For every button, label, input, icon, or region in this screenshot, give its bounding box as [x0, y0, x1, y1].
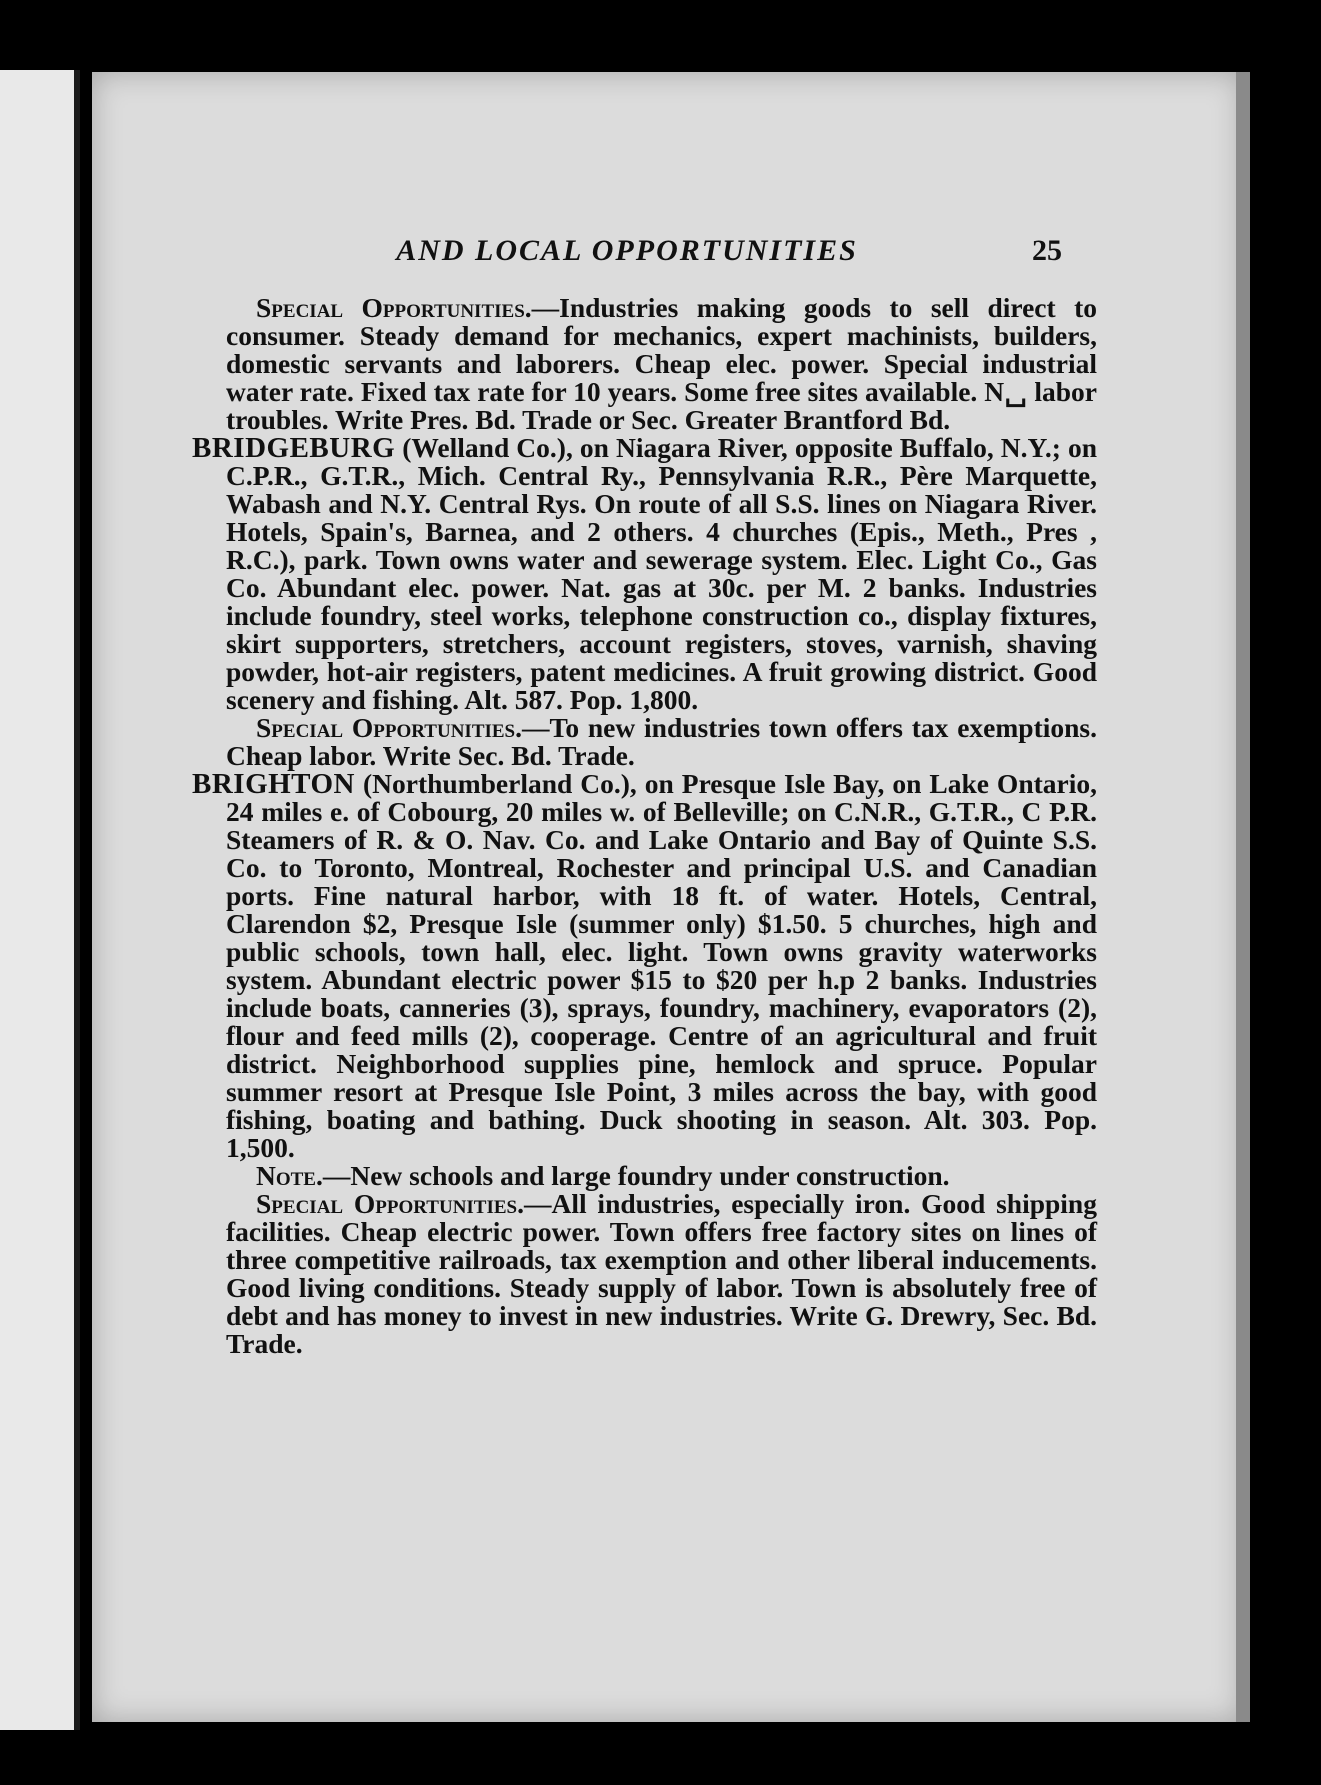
paragraph-text: —All industries, especially iron. Good shipping facilities. Cheap electric power. Town offers free factory sites on lines of three competitive railroads, tax exemption and other liberal inducements. Good living conditions. Steady supply of labor. Town is absolutely free of debt and has money to invest in new industries. Write G. Drewry, Sec. Bd. Trade.	[226, 1188, 1097, 1359]
town-name: BRIGHTON	[192, 768, 356, 800]
page-header	[92, 234, 1242, 274]
binding-shadow	[74, 70, 80, 1730]
paragraph-text: —Industries making goods to sell direct to consumer. Steady demand for mechanics, expert machinists, builders, domestic servants and laborers. Cheap elec. power. Special industrial water rate. Fixed tax rate for 10 years. Some free sites available. N␣ labor troubles. Write Pres. Bd. Trade or Sec. Greater Brantford Bd.	[226, 292, 1097, 435]
paragraph-lead: Special Opportunities.	[256, 1188, 524, 1219]
paragraph-special-opportunities-brantford	[192, 294, 1097, 434]
paragraph-lead: Special Opportunities.	[256, 292, 532, 323]
page-body	[192, 294, 1097, 1358]
page-right-edge	[1236, 72, 1250, 1722]
entry-text: (Welland Co.), on Niagara River, opposite Buffalo, N.Y.; on C.P.R., G.T.R., Mich. Central Ry., Pennsylvania R.R., Père Marquette, Wabash and N.Y. Central Rys. On route of all S.S. lines on Niagara River. Hotels, Spain's, Barnea, and 2 others. 4 churches (Epis., Meth., Pres , R.C.), park. Town owns water and sewerage system. Elec. Light Co., Gas Co. Abundant elec. power. Nat. gas at 30c. per M. 2 banks. Industries include foundry, steel works, telephone construction co., display fixtures, skirt supporters, stretchers, account registers, stoves, varnish, shaving powder, hot-air registers, patent medicines. A fruit growing district. Good scenery and fishing. Alt. 587. Pop. 1,800.	[226, 432, 1097, 715]
paragraph-special-opportunities-brighton	[192, 1190, 1097, 1358]
book-page	[92, 72, 1242, 1722]
paragraph-lead: Special Opportunities.	[256, 712, 522, 743]
paragraph-special-opportunities-bridgeburg	[192, 714, 1097, 770]
entry-brighton	[192, 770, 1097, 1162]
entry-bridgeburg	[192, 434, 1097, 714]
adjacent-page-edge	[0, 70, 80, 1730]
paragraph-text: —To new industries town offers tax exemptions. Cheap labor. Write Sec. Bd. Trade.	[226, 712, 1097, 771]
town-name: BRIDGEBURG	[192, 432, 396, 464]
running-head: AND LOCAL OPPORTUNITIES	[396, 234, 858, 267]
entry-text: (Northumberland Co.), on Presque Isle Bay, on Lake Ontario, 24 miles e. of Cobourg, 20 miles w. of Belleville; on C.N.R., G.T.R., C P.R. Steamers of R. & O. Nav. Co. and Lake Ontario and Bay of Quinte S.S. Co. to Toronto, Montreal, Rochester and principal U.S. and Canadian ports. Fine natural harbor, with 18 ft. of water. Hotels, Central, Clarendon $2, Presque Isle (summer only) $1.50. 5 churches, high and public schools, town hall, elec. light. Town owns gravity waterworks system. Abundant electric power $15 to $20 per h.p 2 banks. Industries include boats, canneries (3), sprays, foundry, machinery, evaporators (2), flour and feed mills (2), cooperage. Centre of an agricultural and fruit district. Neighborhood supplies pine, hemlock and spruce. Popular summer resort at Presque Isle Point, 3 miles across the bay, with good fishing, boating and bathing. Duck shooting in season. Alt. 303. Pop. 1,500.	[226, 768, 1097, 1163]
paragraph-lead: Note.	[256, 1160, 323, 1191]
paragraph-note-brighton	[192, 1162, 1097, 1190]
page-number: 25	[1032, 234, 1062, 267]
paragraph-text: —New schools and large foundry under construction.	[322, 1160, 950, 1191]
